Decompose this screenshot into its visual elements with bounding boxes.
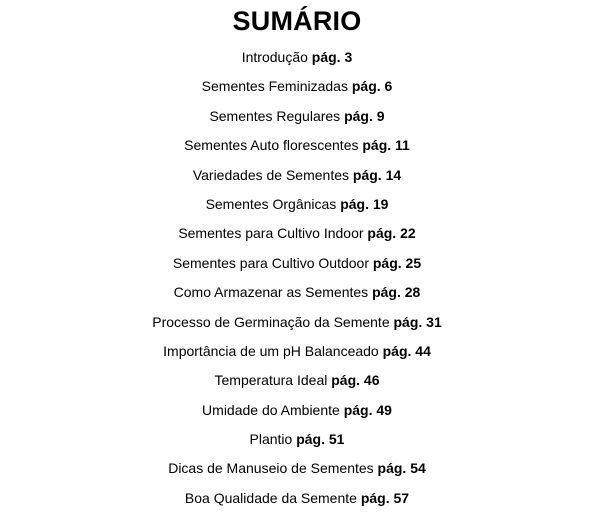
toc-entry-label: Boa Qualidade da Semente xyxy=(184,489,357,506)
toc-entry-page: pág. 22 xyxy=(367,225,416,242)
toc-entry-label: Plantio xyxy=(249,431,293,448)
toc-entry-page: pág. 19 xyxy=(340,195,389,212)
toc-entry-page: pág. 25 xyxy=(372,254,422,271)
toc-entry xyxy=(0,308,594,337)
toc-entry-label: Sementes Auto florescentes xyxy=(184,137,359,154)
toc-entry xyxy=(0,396,594,425)
toc-entry-page: pág. 46 xyxy=(331,372,380,389)
toc-entry xyxy=(0,337,594,366)
toc-entry-page: pág. 57 xyxy=(360,489,410,506)
toc-entry xyxy=(0,43,594,72)
toc-entry-label: Sementes para Cultivo Indoor xyxy=(178,225,364,242)
toc-entry xyxy=(0,278,594,307)
toc-entry-label: Sementes Regulares xyxy=(209,107,341,124)
toc-entry-page: pág. 28 xyxy=(372,284,421,301)
toc-entry-page: pág. 49 xyxy=(343,401,392,418)
toc-entry-page: pág. 14 xyxy=(352,166,402,183)
toc-entry-label: Temperatura Ideal xyxy=(214,372,328,389)
toc-entry xyxy=(0,425,594,454)
toc-entry-label: Dicas de Manuseio de Sementes xyxy=(168,460,374,477)
toc-entry-label: Umidade do Ambiente xyxy=(202,401,340,418)
toc-entry-page: pág. 9 xyxy=(344,107,385,124)
toc-entry xyxy=(0,219,594,248)
table-of-contents xyxy=(0,43,594,513)
toc-entry xyxy=(0,131,594,160)
toc-entry-label: Sementes para Cultivo Outdoor xyxy=(172,254,369,271)
toc-entry-page: pág. 51 xyxy=(296,431,345,448)
toc-entry-page: pág. 6 xyxy=(351,78,393,95)
page-title: SUMÁRIO xyxy=(232,6,362,36)
toc-entry-page: pág. 11 xyxy=(362,137,410,154)
toc-entry-label: Sementes Feminizadas xyxy=(201,78,348,95)
toc-entry-label: Variedades de Sementes xyxy=(192,166,350,183)
toc-entry xyxy=(0,249,594,278)
toc-entry-page: pág. 54 xyxy=(377,460,426,477)
toc-entry xyxy=(0,484,594,513)
toc-entry-label: Introdução xyxy=(241,49,308,65)
toc-entry-page: pág. 44 xyxy=(382,342,431,359)
toc-entry xyxy=(0,102,594,131)
toc-entry xyxy=(0,72,594,101)
toc-entry-label: Processo de Germinação da Semente xyxy=(152,313,390,330)
toc-entry xyxy=(0,190,594,219)
toc-entry-label: Sementes Orgânicas xyxy=(205,195,337,212)
toc-entry xyxy=(0,161,594,190)
toc-entry xyxy=(0,366,594,395)
toc-entry xyxy=(0,454,594,483)
toc-entry-label: Como Armazenar as Sementes xyxy=(173,284,369,301)
toc-entry-page: pág. 3 xyxy=(311,49,353,65)
toc-entry-label: Importância de um pH Balanceado xyxy=(163,342,379,359)
toc-entry-page: pág. 31 xyxy=(393,313,442,330)
